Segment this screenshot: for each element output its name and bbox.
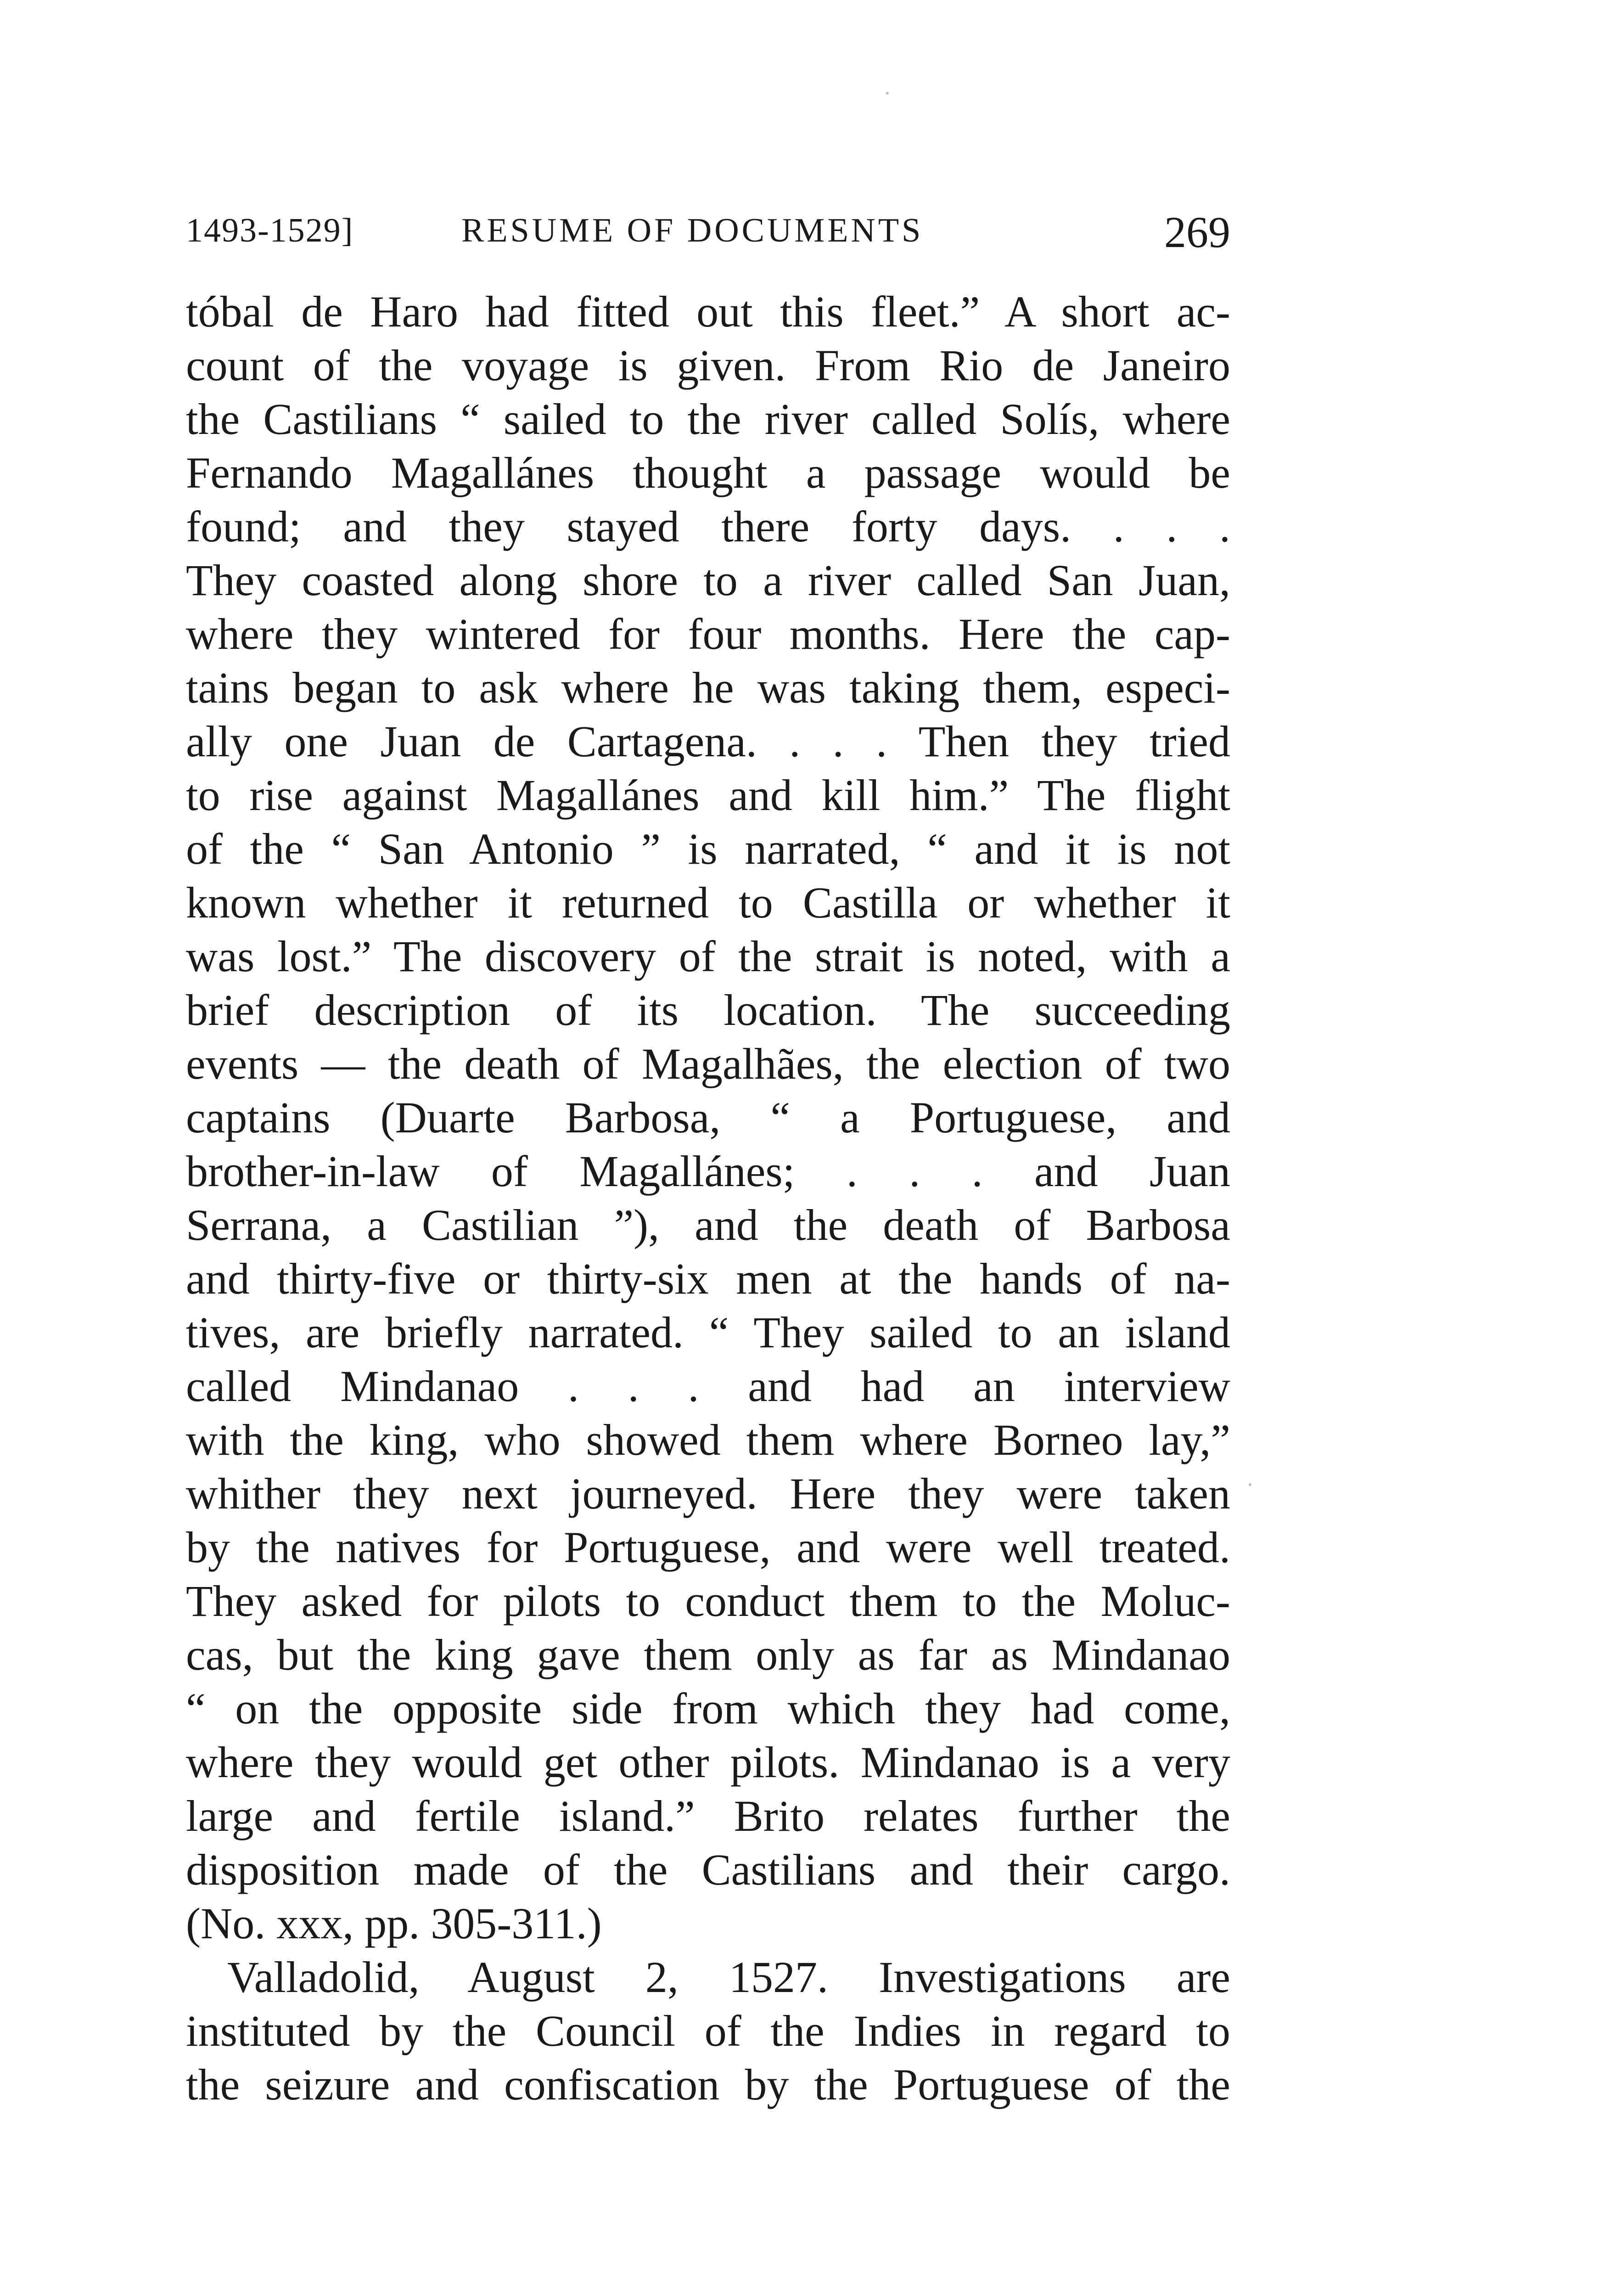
text-line: disposition made of the Castilians and their cargo. (186, 1845, 1230, 1894)
text-line: the Castilians “ sailed to the river called Solís, where (186, 394, 1230, 444)
text-line: They coasted along shore to a river called San Juan, (186, 556, 1230, 605)
text-line: found; and they stayed there forty days. . . . (186, 502, 1230, 551)
text-line: called Mindanao . . . and had an interview (186, 1362, 1230, 1411)
text-line: known whether it returned to Castilla or whether it (186, 878, 1230, 927)
text-line: the seizure and confiscation by the Portuguese of the (186, 2060, 1230, 2109)
body-text (186, 285, 1230, 2111)
text-line: to rise against Magallánes and kill him.” The flight (186, 771, 1230, 820)
text-line: whither they next journeyed. Here they were taken (186, 1469, 1230, 1518)
running-head-title: RESUME OF DOCUMENTS (461, 212, 924, 249)
text-line: Fernando Magallánes thought a passage would be (186, 448, 1230, 497)
text-line: brief description of its location. The succeeding (186, 985, 1230, 1035)
text-line: brother-in-law of Magallánes; . . . and Juan (186, 1147, 1230, 1196)
text-line: count of the voyage is given. From Rio de Janeiro (186, 341, 1230, 390)
paragraph-start-line: Valladolid, August 2, 1527. Investigations are (227, 1953, 1230, 2002)
text-line: cas, but the king gave them only as far as Mindanao (186, 1630, 1230, 1679)
text-line: and thirty-five or thirty-six men at the hands of na- (186, 1254, 1230, 1303)
text-line: They asked for pilots to conduct them to the Moluc- (186, 1576, 1230, 1626)
text-line: captains (Duarte Barbosa, “ a Portuguese, and (186, 1093, 1230, 1142)
text-line: with the king, who showed them where Borneo lay,” (186, 1415, 1230, 1464)
paragraph-end-line: (No. xxx, pp. 305-311.) (186, 1899, 602, 1948)
text-line: “ on the opposite side from which they had come, (186, 1684, 1230, 1733)
text-line: of the “ San Antonio ” is narrated, “ and it is not (186, 824, 1230, 873)
text-line: Serrana, a Castilian ”), and the death of Barbosa (186, 1200, 1230, 1249)
text-line: where they wintered for four months. Here the cap- (186, 609, 1230, 658)
text-line: tives, are briefly narrated. “ They sailed to an island (186, 1308, 1230, 1357)
running-head-years: 1493-1529] (186, 212, 354, 249)
text-line: where they would get other pilots. Mindanao is a very (186, 1738, 1230, 1787)
paper-speck (886, 92, 889, 95)
text-line: tóbal de Haro had fitted out this fleet.” A short ac- (186, 287, 1230, 336)
text-line: ally one Juan de Cartagena. . . . Then they tried (186, 717, 1230, 766)
text-line: was lost.” The discovery of the strait is noted, with a (186, 932, 1230, 981)
text-line: events — the death of Magalhães, the election of two (186, 1039, 1230, 1088)
page-number: 269 (1164, 208, 1230, 257)
text-line: large and fertile island.” Brito relates further the (186, 1791, 1230, 1840)
text-line: tains began to ask where he was taking them, especi- (186, 663, 1230, 712)
running-head (186, 207, 1230, 262)
text-line: instituted by the Council of the Indies in regard to (186, 2006, 1230, 2055)
text-line: by the natives for Portuguese, and were well treated. (186, 1523, 1230, 1572)
paper-speck (1249, 1483, 1251, 1486)
